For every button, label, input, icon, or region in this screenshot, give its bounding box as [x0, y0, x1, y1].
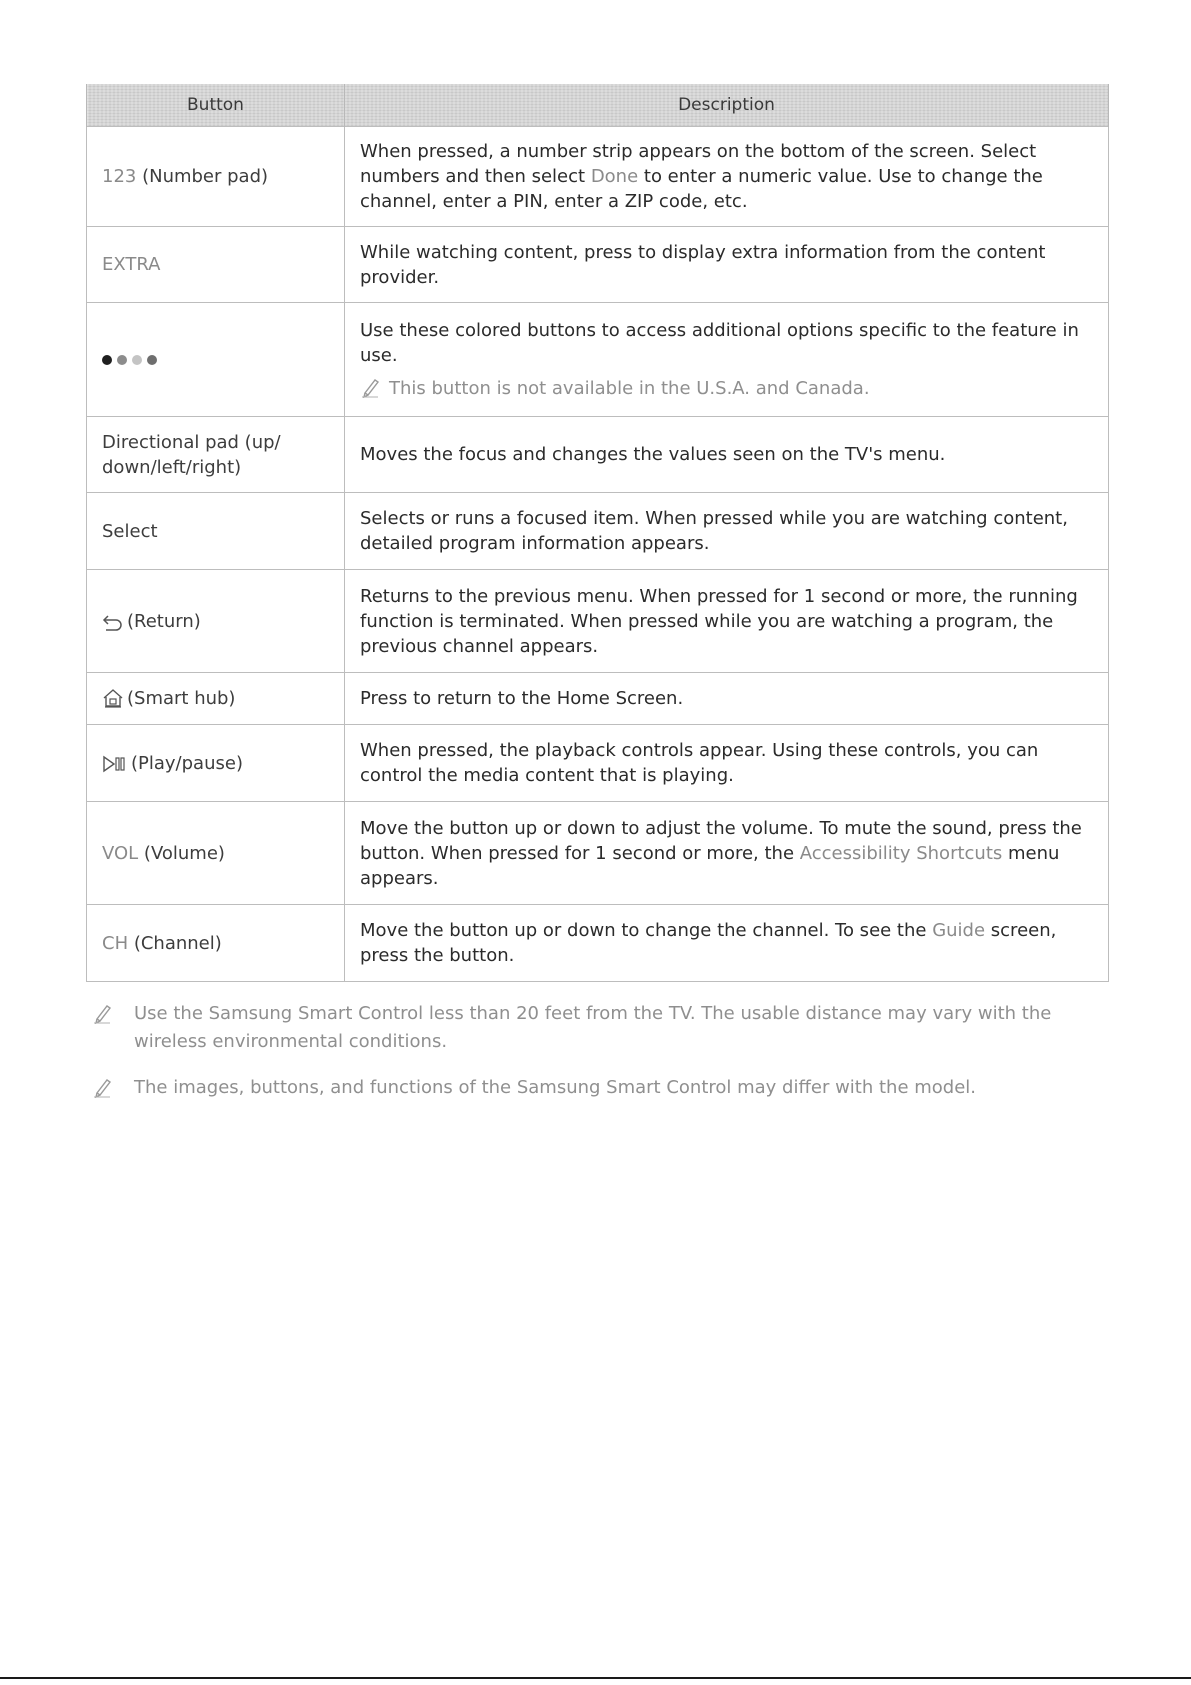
description-cell	[345, 570, 1109, 673]
play-pause-icon	[102, 755, 128, 773]
button-label: Directional pad (up/ down/left/right)	[102, 431, 281, 478]
button-key: CH	[102, 932, 129, 954]
description-text: Returns to the previous menu. When pressed for 1 second or more, the running function is terminated. When pressed while you are watching a program, the previous channel appears.	[360, 585, 1078, 657]
button-label: (Return)	[127, 610, 201, 632]
description-cell	[345, 802, 1109, 905]
table-row	[87, 905, 1109, 982]
header-description: Description	[345, 84, 1109, 127]
table-row	[87, 725, 1109, 802]
pencil-icon	[92, 1002, 112, 1024]
button-key: EXTRA	[102, 254, 161, 275]
note-text: The images, buttons, and functions of the Samsung Smart Control may differ with the model.	[134, 1077, 977, 1098]
header-button: Button	[87, 84, 345, 127]
pencil-icon	[92, 1076, 112, 1098]
button-cell	[87, 127, 345, 227]
table-row	[87, 802, 1109, 905]
return-icon	[102, 611, 124, 631]
description-text: While watching content, press to display extra information from the content provider.	[360, 241, 1046, 288]
description-keyword: Guide	[932, 920, 986, 941]
notes-section	[92, 1000, 1102, 1120]
button-cell	[87, 802, 345, 905]
button-cell	[87, 905, 345, 982]
description-cell	[345, 725, 1109, 802]
button-label: (Smart hub)	[127, 688, 236, 709]
page-bottom-rule	[0, 1677, 1191, 1679]
pencil-icon	[360, 376, 380, 398]
button-key: VOL	[102, 842, 139, 864]
button-cell	[87, 725, 345, 802]
button-label: (Play/pause)	[131, 752, 243, 774]
button-label: Select	[102, 520, 158, 542]
color-dot-4	[147, 355, 157, 365]
color-dot-3	[132, 355, 142, 365]
color-buttons-icon	[102, 355, 157, 365]
button-label: (Channel)	[128, 932, 222, 954]
table-row	[87, 303, 1109, 417]
note-item	[92, 1074, 1102, 1102]
note-item	[92, 1000, 1102, 1056]
description-cell	[345, 303, 1109, 417]
description-text: screen, press the button.	[360, 920, 1057, 966]
description-cell	[345, 227, 1109, 303]
note-text: Use the Samsung Smart Control less than 20 feet from the TV. The usable distance may vary with the wireless environmental conditions.	[134, 1003, 1052, 1052]
description-text: Move the button up or down to adjust the volume. To mute the sound, press the button. When pressed for 1 second or more, the	[360, 817, 1082, 864]
table-header-row	[87, 84, 1109, 127]
table-row	[87, 127, 1109, 227]
button-cell	[87, 493, 345, 570]
description-text: to enter a numeric value. Use to change the channel, enter a PIN, enter a ZIP code, etc.	[360, 166, 1043, 212]
button-cell	[87, 303, 345, 417]
button-key: 123	[102, 166, 137, 187]
table-row	[87, 493, 1109, 570]
description-text: Selects or runs a focused item. When pressed while you are watching content, detailed program information appears.	[360, 508, 1068, 554]
button-label: (Volume)	[138, 842, 225, 864]
description-text: menu appears.	[360, 842, 1060, 889]
color-dot-2	[117, 355, 127, 365]
description-text: When pressed, a number strip appears on the bottom of the screen. Select numbers and then select	[360, 141, 1037, 187]
description-cell	[345, 905, 1109, 982]
description-text: Use these colored buttons to access additional options specific to the feature in use.	[360, 320, 1079, 366]
table-row	[87, 417, 1109, 493]
button-cell	[87, 417, 345, 493]
table-row	[87, 673, 1109, 725]
description-cell	[345, 417, 1109, 493]
description-cell	[345, 673, 1109, 725]
button-cell	[87, 570, 345, 673]
description-text: Moves the focus and changes the values seen on the TV's menu.	[360, 444, 946, 465]
description-text: Press to return to the Home Screen.	[360, 688, 684, 709]
note-text: This button is not available in the U.S.A. and Canada.	[389, 378, 870, 399]
description-cell	[345, 493, 1109, 570]
description-note	[360, 376, 1093, 401]
description-cell	[345, 127, 1109, 227]
description-keyword: Accessibility Shortcuts	[799, 842, 1003, 864]
button-label: (Number pad)	[136, 166, 269, 187]
remote-buttons-table	[86, 84, 1109, 982]
description-text: When pressed, the playback controls appear. Using these controls, you can control the media content that is playing.	[360, 740, 1039, 786]
button-cell	[87, 227, 345, 303]
button-cell	[87, 673, 345, 725]
color-dot-1	[102, 355, 112, 365]
table-row	[87, 570, 1109, 673]
table-row	[87, 227, 1109, 303]
description-text: Move the button up or down to change the channel. To see the	[360, 920, 933, 941]
home-icon	[102, 688, 124, 708]
description-keyword: Done	[590, 166, 639, 187]
